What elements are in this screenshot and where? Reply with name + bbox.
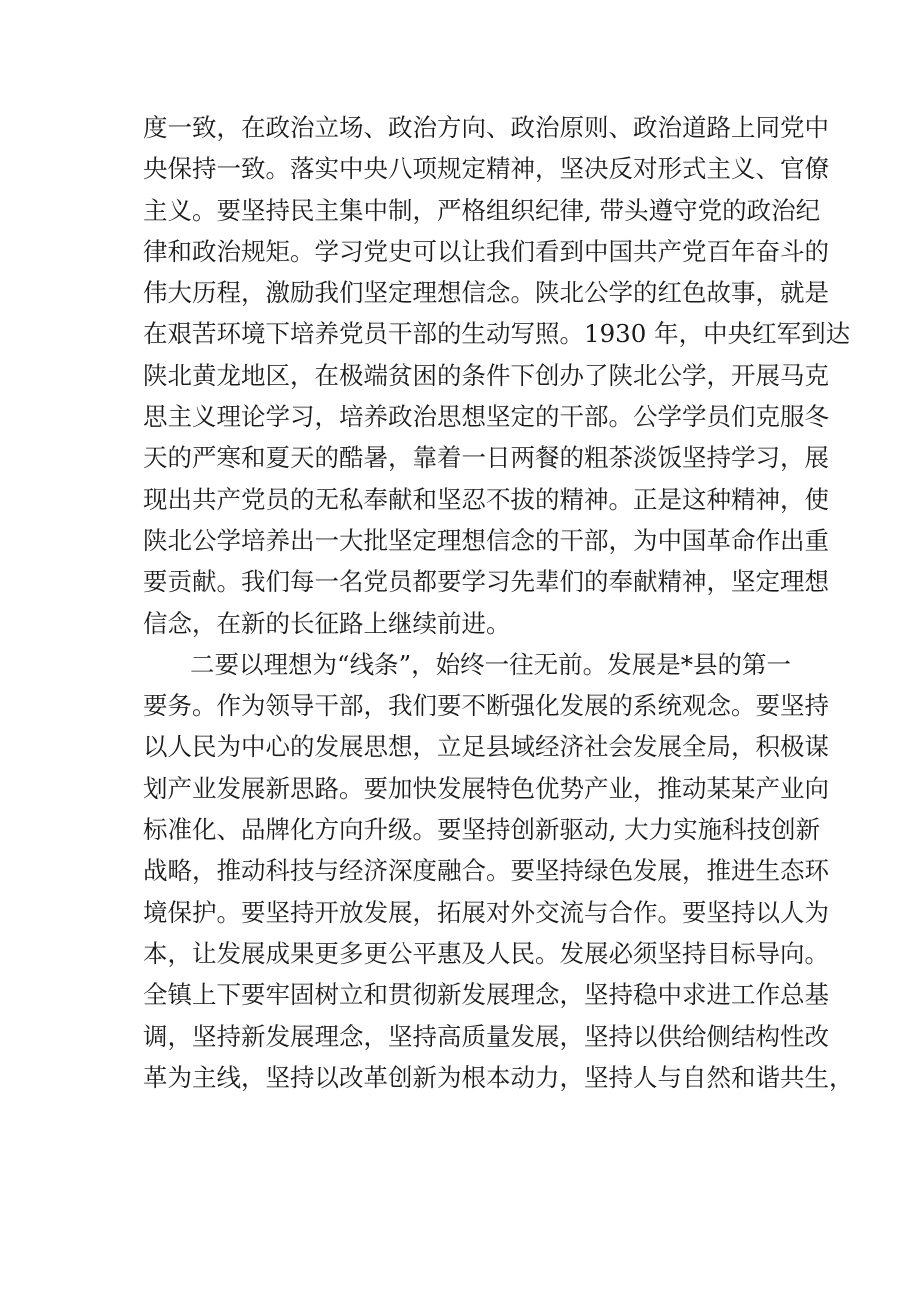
- text-line: 本，让发展成果更多更公平惠及人民。发展必须坚持目标导向。: [143, 938, 829, 968]
- text-line: 要贡献。我们每一名党员都要学习先辈们的奉献精神，坚定理想: [143, 567, 829, 597]
- text-line: 战略，推动科技与经济深度融合。要坚持绿色发展，推进生态环: [143, 856, 829, 886]
- text-line: 陕北黄龙地区，在极端贫困的条件下创办了陕北公学，开展马克: [143, 360, 829, 390]
- text-line: 调，坚持新发展理念，坚持高质量发展，坚持以供给侧结构性改: [143, 1021, 829, 1051]
- body-text: [143, 107, 854, 1098]
- text-line: 标准化、品牌化方向升级。要坚持创新驱动, 大力实施科技创新: [143, 815, 821, 845]
- paragraph: [143, 107, 851, 644]
- text-line: 度一致，在政治立场、政治方向、政治原则、政治道路上同党中: [143, 113, 829, 142]
- text-line: 律和政治规矩。学习党史可以让我们看到中国共产党百年奋斗的: [143, 236, 829, 266]
- text-line: 信念，在新的长征路上继续前进。: [143, 608, 511, 638]
- text-line: 天的严寒和夏天的酷暑，靠着一日两餐的粗茶淡饭坚持学习，展: [143, 443, 829, 473]
- text-line: 现出共产党员的无私奉献和坚忍不拔的精神。正是这种精神，使: [143, 484, 829, 514]
- text-line: 全镇上下要牢固树立和贯彻新发展理念，坚持稳中求进工作总基: [143, 980, 829, 1010]
- text-line: 以人民为中心的发展思想，立足县域经济社会发展全局，积极谋: [143, 732, 829, 762]
- text-line: 主义。要坚持民主集中制，严格组织纪律, 带头遵守党的政治纪: [143, 195, 821, 225]
- paragraph: [143, 644, 854, 1098]
- text-line: 央保持一致。落实中央八项规定精神，坚决反对形式主义、官僚: [143, 154, 829, 184]
- text-line: 思主义理论学习，培养政治思想坚定的干部。公学学员们克服冬: [143, 402, 829, 432]
- text-line: 划产业发展新思路。要加快发展特色优势产业，推动某某产业向: [143, 773, 829, 803]
- text-line: 要务。作为领导干部，我们要不断强化发展的系统观念。要坚持: [143, 691, 829, 721]
- text-line: 伟大历程，激励我们坚定理想信念。陕北公学的红色故事，就是: [143, 278, 829, 308]
- text-line: 境保护。要坚持开放发展，拓展对外交流与合作。要坚持以人为: [143, 897, 829, 927]
- text-line: 陕北公学培养出一大批坚定理想信念的干部，为中国革命作出重: [143, 525, 829, 555]
- text-line: 在艰苦环境下培养党员干部的生动写照。1930 年，中央红军到达: [143, 319, 851, 349]
- text-line: 二要以理想为“线条”，始终一往无前。发展是*县的第一: [190, 649, 791, 679]
- text-line: 革为主线，坚持以改革创新为根本动力，坚持人与自然和谐共生，: [143, 1062, 854, 1092]
